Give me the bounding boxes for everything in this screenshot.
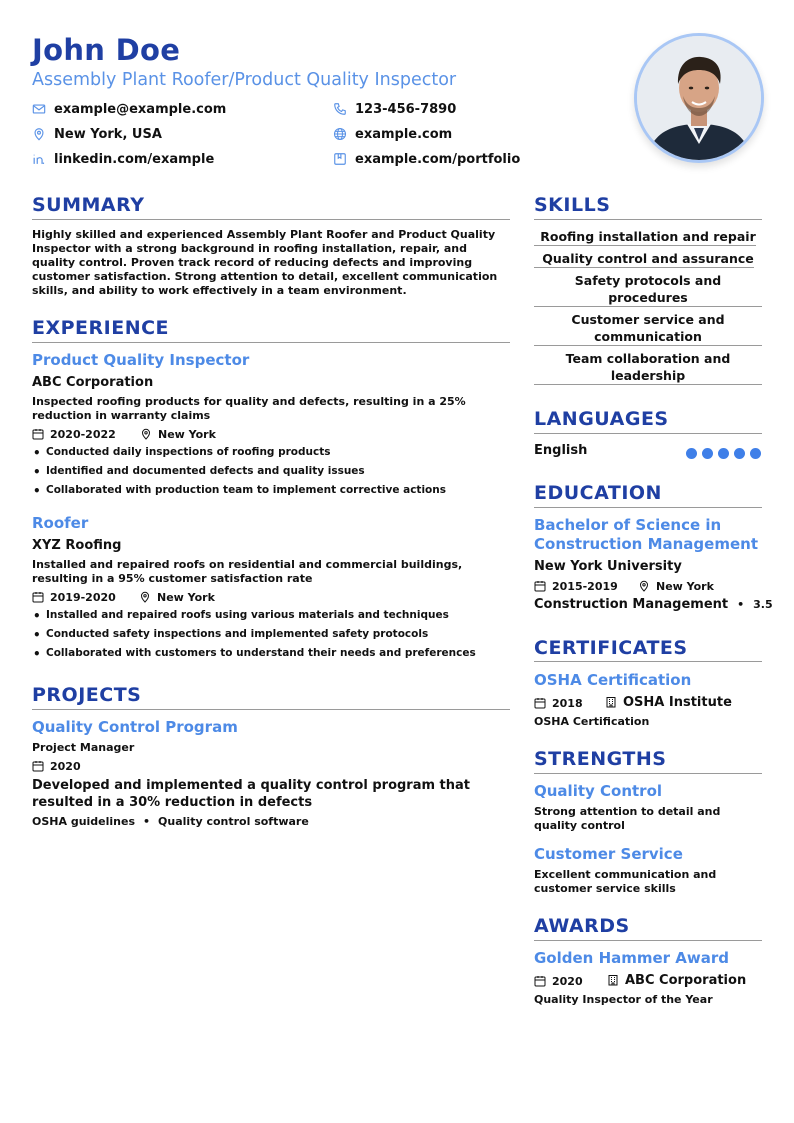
skill-item: Safety protocols and procedures <box>574 273 722 305</box>
summary-text: Highly skilled and experienced Assembly Plant Roofer and Product Quality Inspector with a strong background in roofing installation, repair, and quality control. Proven track record of reducing defects and improving customer satisfaction. Strong attention to detail, excellent communication skills, and ability to work effectively in a team environment. <box>32 228 498 297</box>
candidate-title: Assembly Plant Roofer/Product Quality Inspector <box>32 70 457 90</box>
languages-heading: LANGUAGES <box>534 408 669 430</box>
job-dates <box>32 427 116 441</box>
website-text: example.com <box>355 126 453 142</box>
building-icon <box>605 696 617 708</box>
strength-title: Customer Service <box>534 845 683 863</box>
portfolio-text: example.com/portfolio <box>355 151 521 167</box>
job-bullet: • Conducted safety inspections and implemented safety protocols <box>46 627 428 641</box>
job-bullet: • Conducted daily inspections of roofing products <box>46 445 330 459</box>
language-level-dot <box>686 448 697 459</box>
language-level-dot <box>750 448 761 459</box>
contact-website[interactable] <box>333 125 452 143</box>
skills-heading: SKILLS <box>534 194 611 216</box>
projects-divider <box>32 709 510 710</box>
school-name: New York University <box>534 559 682 574</box>
skill-divider <box>534 345 762 346</box>
job-location <box>140 427 216 441</box>
strengths-heading: STRENGTHS <box>534 748 667 770</box>
job-location <box>139 590 215 604</box>
education-dates <box>534 579 618 593</box>
project-role: Project Manager <box>32 741 135 754</box>
contact-linkedin[interactable] <box>32 150 214 168</box>
globe-icon <box>333 127 347 141</box>
calendar-icon <box>534 697 546 709</box>
project-year <box>32 759 81 773</box>
job-company: ABC Corporation <box>32 375 154 390</box>
job-bullet: • Collaborated with production team to implement corrective actions <box>46 483 446 497</box>
projects-heading: PROJECTS <box>32 684 142 706</box>
portfolio-icon <box>333 152 347 166</box>
contact-phone[interactable] <box>333 100 456 118</box>
email-text: example@example.com <box>54 101 227 117</box>
calendar-icon <box>534 580 546 592</box>
summary-heading: SUMMARY <box>32 194 145 216</box>
strength-title: Quality Control <box>534 782 663 800</box>
education-heading: EDUCATION <box>534 482 662 504</box>
job-bullet: • Collaborated with customers to understand their needs and preferences <box>46 646 476 660</box>
project-tag: Quality control software <box>158 815 309 828</box>
tag-separator: • <box>143 815 151 828</box>
award-year <box>534 974 583 988</box>
contact-portfolio[interactable] <box>333 150 520 168</box>
job-company: XYZ Roofing <box>32 538 122 553</box>
calendar-icon <box>534 975 546 987</box>
certificate-year <box>534 696 583 710</box>
location-pin-icon <box>32 127 46 141</box>
job-title: Roofer <box>32 514 89 532</box>
skill-item: Roofing installation and repair <box>540 229 756 244</box>
languages-divider <box>534 433 762 434</box>
language-level-dot <box>702 448 713 459</box>
degree-title: Bachelor of Science in Construction Management <box>534 516 758 553</box>
job-location-text: New York <box>158 427 216 441</box>
education-field-row <box>534 597 773 612</box>
job-dates-text: 2019-2020 <box>50 590 116 604</box>
email-icon <box>32 102 46 116</box>
job-description: Inspected roofing products for quality and defects, resulting in a 25% reduction in warranty claims <box>32 395 466 422</box>
skills-divider <box>534 219 762 220</box>
phone-text: 123-456-7890 <box>355 101 457 117</box>
language-level-dot <box>718 448 729 459</box>
certificates-heading: CERTIFICATES <box>534 637 688 659</box>
candidate-name: John Doe <box>32 33 181 67</box>
award-issuer <box>607 973 746 987</box>
strength-description: Strong attention to detail and quality control <box>534 805 721 832</box>
award-year-text: 2020 <box>552 974 583 988</box>
job-bullet: • Identified and documented defects and quality issues <box>46 464 365 478</box>
building-icon <box>607 974 619 986</box>
certificate-title: OSHA Certification <box>534 671 692 689</box>
education-divider <box>534 507 762 508</box>
location-pin-icon <box>140 428 152 440</box>
calendar-icon <box>32 428 44 440</box>
field-separator: • <box>737 598 745 611</box>
job-bullet: • Installed and repaired roofs using various materials and techniques <box>46 608 449 622</box>
summary-divider <box>32 219 510 220</box>
avatar-illustration <box>637 36 761 160</box>
awards-heading: AWARDS <box>534 915 630 937</box>
strength-description: Excellent communication and customer service skills <box>534 868 717 895</box>
experience-heading: EXPERIENCE <box>32 317 170 339</box>
linkedin-text: linkedin.com/example <box>54 151 215 167</box>
skill-item: Team collaboration and leadership <box>565 351 731 383</box>
strengths-divider <box>534 773 762 774</box>
job-description: Installed and repaired roofs on residential and commercial buildings, resulting in a 95% customer satisfaction rate <box>32 558 463 585</box>
phone-icon <box>333 102 347 116</box>
project-title: Quality Control Program <box>32 718 238 736</box>
skill-item: Customer service and communication <box>571 312 725 344</box>
contact-email[interactable] <box>32 100 226 118</box>
gpa: 3.5 <box>753 598 773 611</box>
project-description: Developed and implemented a quality control program that resulted in a 30% reduction in defects <box>32 778 471 810</box>
project-tag: OSHA guidelines <box>32 815 136 828</box>
contact-location <box>32 125 162 143</box>
award-description: Quality Inspector of the Year <box>534 993 713 1006</box>
skill-divider <box>534 245 756 246</box>
education-dates-text: 2015-2019 <box>552 579 618 593</box>
education-location-text: New York <box>656 579 714 593</box>
location-text: New York, USA <box>54 126 162 142</box>
skill-divider <box>534 384 762 385</box>
project-tags <box>32 815 309 829</box>
award-issuer-text: ABC Corporation <box>625 972 747 988</box>
skill-divider <box>534 267 754 268</box>
award-title: Golden Hammer Award <box>534 949 730 967</box>
certificate-issuer <box>605 695 732 709</box>
field-of-study: Construction Management <box>534 597 729 612</box>
experience-divider <box>32 342 510 343</box>
job-location-text: New York <box>157 590 215 604</box>
linkedin-icon <box>32 152 46 166</box>
calendar-icon <box>32 591 44 603</box>
project-year-text: 2020 <box>50 759 81 773</box>
language-level-dot <box>734 448 745 459</box>
skill-item: Quality control and assurance <box>542 251 754 266</box>
certificate-description: OSHA Certification <box>534 715 650 728</box>
job-dates-text: 2020-2022 <box>50 427 116 441</box>
job-title: Product Quality Inspector <box>32 351 250 369</box>
skill-divider <box>534 306 762 307</box>
location-pin-icon <box>139 591 151 603</box>
location-pin-icon <box>638 580 650 592</box>
profile-photo <box>634 33 764 163</box>
job-dates <box>32 590 116 604</box>
education-location <box>638 579 714 593</box>
calendar-icon <box>32 760 44 772</box>
certificate-year-text: 2018 <box>552 696 583 710</box>
certificate-issuer-text: OSHA Institute <box>623 694 732 710</box>
awards-divider <box>534 940 762 941</box>
certificates-divider <box>534 661 762 662</box>
language-name: English <box>534 443 588 458</box>
